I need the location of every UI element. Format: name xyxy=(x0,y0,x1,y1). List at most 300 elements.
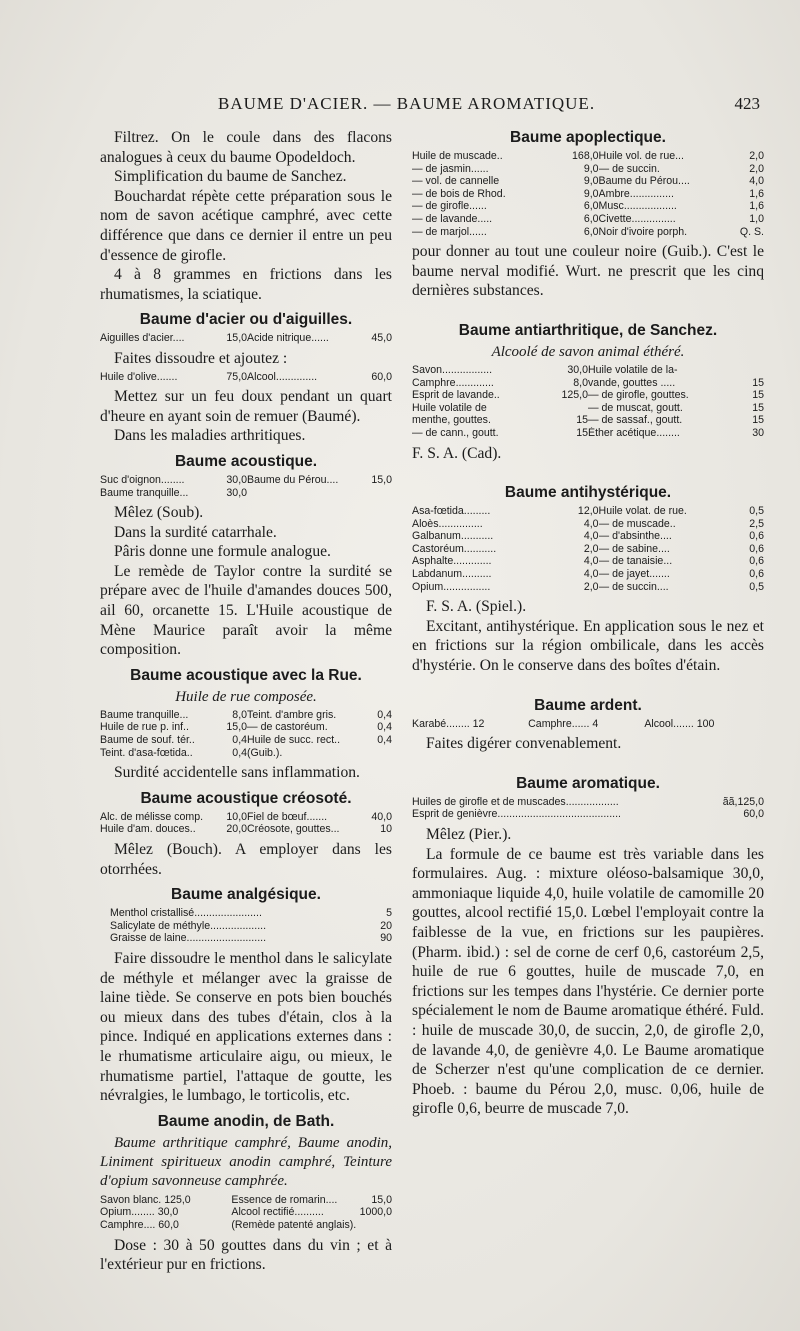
recipe-row xyxy=(100,474,392,487)
recipe-row xyxy=(412,163,764,176)
recipe-row xyxy=(100,332,392,345)
ingredient-name: — de girofle...... xyxy=(412,200,487,213)
ingredient-name: Savon blanc. 125,0 xyxy=(100,1193,191,1206)
ingredient-quantity xyxy=(390,487,392,500)
recipe-cell xyxy=(247,811,392,824)
ingredient-quantity: 6,0 xyxy=(583,200,599,213)
ingredient-quantity: 10 xyxy=(380,823,392,836)
ingredient-name: Esprit de genièvre.......................................... xyxy=(412,808,622,821)
ingredient-name: (Remède patenté anglais). xyxy=(231,1218,357,1231)
section-title: Baume anodin, de Bath. xyxy=(157,1112,335,1130)
paragraph: Mettez sur un feu doux pendant un quart d'heure en ayant soin de remuer (Baumé). xyxy=(100,388,392,425)
ingredient-quantity: 8,0 xyxy=(573,376,588,389)
ingredient-name: Baume tranquille... xyxy=(100,486,189,499)
recipe-cell xyxy=(247,487,392,500)
ingredient-quantity: Q. S. xyxy=(739,225,764,238)
ingredient-name: Huile d'olive....... xyxy=(100,370,178,383)
recipe-cell xyxy=(247,734,392,747)
recipe-row xyxy=(100,487,392,500)
ingredient-name: Baume du Pérou.... xyxy=(598,175,690,188)
page-header xyxy=(100,94,760,118)
ingredient-name: — d'absinthe.... xyxy=(598,530,672,543)
recipe-table xyxy=(100,1194,392,1232)
recipe-row xyxy=(412,175,764,188)
section-title: Baume analgésique. xyxy=(171,886,321,904)
ingredient-name: Huile volat. de rue. xyxy=(598,505,687,518)
ingredient-name: Graisse de laine........................... xyxy=(110,932,267,945)
ingredient-name: — de sabine.... xyxy=(598,542,670,555)
recipe-cell xyxy=(231,1219,392,1232)
ingredient-quantity: 4,0 xyxy=(583,530,599,543)
running-head: BAUME D'ACIER. — BAUME AROMATIQUE. xyxy=(218,94,596,113)
ingredient-quantity: 1,6 xyxy=(749,187,764,200)
ingredient-name: Huile d'am. douces.. xyxy=(100,823,196,836)
recipe-cell xyxy=(100,747,247,760)
ingredient-name: — de sassaf., goutt. xyxy=(588,414,683,427)
recipe-cell xyxy=(412,402,588,415)
recipe-cell xyxy=(412,796,764,809)
ingredient-quantity: 9,0 xyxy=(583,162,599,175)
paragraph: Faire dissoudre le menthol dans le salicylate de méthyle et mélanger avec la graisse de laine tiède. Se conserve en pots bien bouchés ou mieux dans des tubes d'étain, clos à la pince. Indiqué en applications externes dans : le rhumatisme articulaire aigu, ou mieux, le rhumatisme partiel, l'attaque de goutte, les névralgies, le lumbago, le torticolis, etc. xyxy=(100,949,392,1105)
recipe-cell xyxy=(231,1194,392,1207)
recipe-table xyxy=(100,907,392,945)
ingredient-name: Menthol cristallisé....................... xyxy=(110,907,262,920)
ingredient-name: — de tanaisie... xyxy=(598,555,673,568)
recipe-row xyxy=(412,555,764,568)
ingredient-quantity xyxy=(390,1219,392,1232)
recipe-row xyxy=(412,427,764,440)
recipe-cell xyxy=(588,389,764,402)
recipe-cell xyxy=(110,907,392,920)
section-title: Baume d'acier ou d'aiguilles. xyxy=(139,311,353,329)
paragraph: Dans la surdité catarrhale. xyxy=(114,523,277,541)
recipe-row xyxy=(412,226,764,239)
ingredient-quantity: 0,4 xyxy=(377,708,392,721)
recipe-row xyxy=(100,734,392,747)
recipe-cell xyxy=(599,543,764,556)
ingredient-name: Fiel de bœuf....... xyxy=(247,810,328,823)
ingredient-entry: Alcool....... 100 xyxy=(644,717,715,730)
ingredient-quantity: 0,4 xyxy=(377,721,392,734)
recipe-cell xyxy=(412,163,599,176)
ingredient-quantity: 0,6 xyxy=(749,568,764,581)
recipe-cell xyxy=(599,581,764,594)
ingredient-name: — de jayet....... xyxy=(598,568,670,581)
ingredient-name: Huiles de girofle et de muscades.................. xyxy=(412,795,619,808)
ingredient-name: Aiguilles d'acier.... xyxy=(100,332,185,345)
recipe-row xyxy=(100,709,392,722)
ingredient-quantity: 0,4 xyxy=(232,746,248,759)
section-subtitle: Baume arthritique camphré, Baume anodin, Liniment spiritueux anodin camphré, Teinture d'opium savonneuse camphrée. xyxy=(100,1134,392,1189)
ingredient-name: Alc. de mélisse comp. xyxy=(100,810,204,823)
ingredient-name: Huile volatile de la- xyxy=(588,363,678,376)
ingredient-quantity: 15 xyxy=(576,414,588,427)
recipe-cell xyxy=(412,581,599,594)
recipe-cell xyxy=(599,518,764,531)
ingredient-quantity: 15 xyxy=(752,376,764,389)
recipe-row xyxy=(412,200,764,213)
recipe-cell xyxy=(100,721,247,734)
recipe-cell xyxy=(100,474,247,487)
recipe-cell xyxy=(588,402,764,415)
ingredient-name: Asa-fœtida......... xyxy=(412,505,491,518)
recipe-cell xyxy=(110,920,392,933)
ingredient-name: — de bois de Rhod. xyxy=(412,187,506,200)
ingredient-quantity: 20,0 xyxy=(226,823,248,836)
ingredient-name: Teint. d'ambre gris. xyxy=(247,708,337,721)
ingredient-quantity: 0,5 xyxy=(749,580,764,593)
ingredient-quantity: 15 xyxy=(752,389,764,402)
ingredient-name: vande, gouttes ..... xyxy=(588,376,676,389)
paragraph: Mêlez (Bouch). A employer dans les otorrhées. xyxy=(100,841,392,878)
page-number: 423 xyxy=(734,94,760,113)
ingredient-name: — de succin.... xyxy=(598,580,669,593)
ingredient-name: Teint. d'asa-fœtida.. xyxy=(100,746,193,759)
recipe-row xyxy=(412,808,764,821)
ingredient-name: Baume de souf. tér.. xyxy=(100,734,195,747)
left-column xyxy=(100,128,392,1275)
recipe-row xyxy=(100,1206,392,1219)
ingredient-quantity: 0,6 xyxy=(749,542,764,555)
paragraph: Le remède de Taylor contre la surdité se prépare avec de l'huile d'amandes douces 500, ail 60, orcanette 15. L'Huile acoustique de Mène Maurice paraît avoir la même composition. xyxy=(100,562,392,659)
ingredient-quantity: 30,0 xyxy=(567,363,588,376)
ingredient-name: Huile de succ. rect.. xyxy=(247,734,341,747)
recipe-cell xyxy=(412,808,764,821)
ingredient-name: Labdanum.......... xyxy=(412,568,492,581)
section-subtitle: Huile de rue composée. xyxy=(175,688,317,705)
ingredient-quantity: 30,0 xyxy=(226,486,248,499)
paragraph: Mêlez (Pier.). xyxy=(426,826,512,843)
ingredient-name: Noir d'ivoire porph. xyxy=(598,225,688,238)
recipe-cell xyxy=(247,332,392,345)
recipe-cell xyxy=(412,543,599,556)
recipe-cell xyxy=(110,932,392,945)
recipe-row xyxy=(412,213,764,226)
recipe-cell xyxy=(599,555,764,568)
ingredient-quantity: 9,0 xyxy=(583,187,599,200)
ingredient-name: Ambre............... xyxy=(598,187,674,200)
recipe-row xyxy=(412,581,764,594)
recipe-cell xyxy=(412,518,599,531)
recipe-cell xyxy=(412,188,599,201)
recipe-cell xyxy=(412,427,588,440)
ingredient-quantity: 1,0 xyxy=(749,212,764,225)
recipe-row xyxy=(100,811,392,824)
recipe-table xyxy=(412,718,764,731)
ingredient-quantity: 15,0 xyxy=(371,473,392,486)
ingredient-entry: Karabé........ 12 xyxy=(412,717,485,730)
ingredient-quantity: 90 xyxy=(380,932,392,945)
paragraph: 4 à 8 grammes en frictions dans les rhumatismes, la sciatique. xyxy=(100,266,392,303)
recipe-table xyxy=(100,371,392,384)
ingredient-quantity: 75,0 xyxy=(226,370,248,383)
ingredient-name: Éther acétique........ xyxy=(588,426,680,439)
ingredient-quantity: 5 xyxy=(386,907,392,920)
paragraph: F. S. A. (Spiel.). xyxy=(426,598,527,616)
recipe-cell xyxy=(599,568,764,581)
recipe-cell xyxy=(100,734,247,747)
ingredient-quantity: 0,6 xyxy=(749,555,764,568)
recipe-cell xyxy=(100,487,247,500)
recipe-row xyxy=(412,796,764,809)
ingredient-quantity: 60,0 xyxy=(743,808,764,821)
ingredient-quantity: 10,0 xyxy=(226,810,248,823)
ingredient-quantity: 2,0 xyxy=(583,580,599,593)
ingredient-quantity: 40,0 xyxy=(371,810,392,823)
recipe-cell xyxy=(100,1206,231,1219)
recipe-cell xyxy=(247,474,392,487)
ingredient-name: Huile volatile de xyxy=(412,401,487,414)
recipe-cell xyxy=(412,389,588,402)
ingredient-name: Opium................ xyxy=(412,580,491,593)
recipe-cell xyxy=(599,150,764,163)
section-title: Baume acoustique avec la Rue. xyxy=(130,666,362,684)
ingredient-quantity: 1,6 xyxy=(749,200,764,213)
ingredient-quantity: 45,0 xyxy=(371,332,392,345)
recipe-cell xyxy=(412,414,588,427)
ingredient-name: Baume du Pérou.... xyxy=(247,473,339,486)
recipe-row xyxy=(412,414,764,427)
ingredient-name: Huile de muscade.. xyxy=(412,150,503,162)
ingredient-quantity: 9,0 xyxy=(583,175,599,188)
ingredient-name: Opium........ 30,0 xyxy=(100,1206,179,1219)
ingredient-quantity: 15,0 xyxy=(226,721,248,734)
ingredient-name: Galbanum........... xyxy=(412,530,494,543)
paragraph: Pâris donne une formule analogue. xyxy=(114,543,331,561)
paragraph: Surdité accidentelle sans inflammation. xyxy=(114,764,360,782)
section-title: Baume acoustique. xyxy=(174,452,318,470)
paragraph: Simplification du baume de Sanchez. xyxy=(114,168,347,186)
recipe-cell xyxy=(412,377,588,390)
recipe-cell xyxy=(599,188,764,201)
section-title: Baume apoplectique. xyxy=(510,129,666,146)
section-title: Baume antiarthritique, de Sanchez. xyxy=(458,321,718,339)
section-title: Baume aromatique. xyxy=(516,774,660,792)
recipe-cell xyxy=(599,505,764,518)
recipe-row xyxy=(412,402,764,415)
recipe-cell xyxy=(100,823,247,836)
recipe-cell xyxy=(412,530,599,543)
recipe-cell xyxy=(588,377,764,390)
right-column xyxy=(412,128,764,1119)
recipe-table xyxy=(412,796,764,821)
recipe-table xyxy=(100,474,392,499)
ingredient-name: Aloès............... xyxy=(412,517,483,530)
recipe-cell xyxy=(599,175,764,188)
ingredient-quantity: ãã,125,0 xyxy=(722,795,764,808)
recipe-row xyxy=(100,371,392,384)
ingredient-quantity: 125,0 xyxy=(561,389,588,402)
recipe-table xyxy=(100,332,392,345)
ingredient-name: Camphre.... 60,0 xyxy=(100,1218,179,1231)
recipe-row xyxy=(110,907,392,920)
recipe-cell xyxy=(247,721,392,734)
ingredient-quantity: 0,5 xyxy=(749,505,764,518)
ingredient-quantity: 1000,0 xyxy=(359,1206,392,1219)
ingredient-quantity xyxy=(390,747,392,760)
ingredient-quantity: 0,6 xyxy=(749,530,764,543)
ingredient-quantity xyxy=(762,364,764,377)
ingredient-quantity: 15 xyxy=(752,401,764,414)
ingredient-quantity: 12,0 xyxy=(577,505,599,518)
recipe-row xyxy=(412,543,764,556)
recipe-cell xyxy=(412,505,599,518)
recipe-cell xyxy=(412,213,599,226)
recipe-row xyxy=(412,505,764,518)
recipe-row xyxy=(100,747,392,760)
recipe-cell xyxy=(588,427,764,440)
recipe-table xyxy=(100,709,392,759)
recipe-row xyxy=(412,188,764,201)
recipe-cell xyxy=(412,200,599,213)
recipe-cell xyxy=(599,163,764,176)
recipe-cell xyxy=(412,226,599,239)
ingredient-name: Acide nitrique...... xyxy=(247,332,329,345)
recipe-cell xyxy=(588,414,764,427)
ingredient-name: — de succin. xyxy=(598,162,660,175)
ingredient-quantity: 15,0 xyxy=(226,332,248,345)
ingredient-name: — de muscade.. xyxy=(598,517,676,530)
paragraph: Mêlez (Soub). xyxy=(114,504,204,522)
paragraph: Dose : 30 à 50 gouttes dans du vin ; et à l'extérieur pur en frictions. xyxy=(100,1236,392,1274)
ingredient-quantity: 30,0 xyxy=(226,473,248,486)
ingredient-quantity: 4,0 xyxy=(749,175,764,188)
ingredient-quantity: 20 xyxy=(380,919,392,932)
recipe-cell xyxy=(100,1219,231,1232)
ingredient-name: Esprit de lavande.. xyxy=(412,389,500,402)
recipe-cell xyxy=(412,364,588,377)
section-title: Baume ardent. xyxy=(534,696,642,714)
recipe-table xyxy=(412,150,764,238)
ingredient-name: Créosote, gouttes... xyxy=(247,823,340,836)
ingredient-quantity: 30 xyxy=(752,426,764,439)
recipe-cell xyxy=(247,747,392,760)
recipe-table xyxy=(412,364,764,440)
recipe-cell xyxy=(412,150,599,163)
recipe-table xyxy=(412,505,764,593)
recipe-cell xyxy=(599,200,764,213)
ingredient-name: — de cann., goutt. xyxy=(412,426,499,439)
recipe-cell xyxy=(231,1206,392,1219)
recipe-cell xyxy=(599,530,764,543)
ingredient-name: — vol. de cannelle xyxy=(412,175,500,188)
paragraph: Faites digérer convenablement. xyxy=(426,735,622,753)
paragraph: Dans les maladies arthritiques. xyxy=(114,427,306,445)
recipe-cell xyxy=(588,364,764,377)
paragraph: Excitant, antihystérique. En application sous le nez et en frictions sur la région ombilicale, dans les accès d'hystérie. On le conserve dans des boîtes d'étain. xyxy=(412,617,764,675)
recipe-row xyxy=(412,377,764,390)
section-title: Baume acoustique créosoté. xyxy=(140,789,352,807)
ingredient-name: Musc.................. xyxy=(598,200,677,213)
ingredient-quantity: 0,4 xyxy=(232,734,248,747)
recipe-cell xyxy=(100,371,247,384)
recipe-cell xyxy=(100,709,247,722)
recipe-table xyxy=(100,811,392,836)
ingredient-name: Huile de rue p. inf.. xyxy=(100,721,189,734)
section-title: Baume antihystérique. xyxy=(504,484,672,502)
ingredient-name: Salicylate de méthyle................... xyxy=(110,919,267,932)
recipe-row xyxy=(412,718,764,731)
ingredient-name: Huile vol. de rue... xyxy=(598,150,684,162)
ingredient-quantity: 2,5 xyxy=(749,517,764,530)
ingredient-name: Alcool rectifié.......... xyxy=(231,1206,324,1219)
ingredient-name: Civette............... xyxy=(598,212,676,225)
section-subtitle: Alcoolé de savon animal éthéré. xyxy=(491,343,685,360)
ingredient-quantity: 6,0 xyxy=(583,225,599,238)
ingredient-quantity: 168,0 xyxy=(572,150,599,162)
ingredient-quantity: 2,0 xyxy=(749,162,764,175)
recipe-row xyxy=(100,721,392,734)
ingredient-quantity: 4,0 xyxy=(583,517,599,530)
recipe-cell xyxy=(412,175,599,188)
ingredient-quantity: 2,0 xyxy=(583,542,599,555)
paragraph: Faites dissoudre et ajoutez : xyxy=(114,349,288,367)
ingredient-name: — de castoréum. xyxy=(247,721,328,734)
paragraph: Filtrez. On le coule dans des flacons analogues à ceux du baume Opodeldoch. xyxy=(100,129,392,166)
recipe-cell xyxy=(100,1194,231,1207)
paragraph: pour donner au tout une couleur noire (Guib.). C'est le baume nerval modifié. Wurt. ne prescrit que les cinq dernières substances. xyxy=(412,243,764,300)
recipe-row xyxy=(100,823,392,836)
recipe-cell xyxy=(247,823,392,836)
ingredient-quantity: 15 xyxy=(752,414,764,427)
recipe-cell xyxy=(412,568,599,581)
ingredient-quantity: 15 xyxy=(576,426,588,439)
ingredient-quantity: 6,0 xyxy=(583,212,599,225)
recipe-row xyxy=(412,530,764,543)
recipe-cell xyxy=(412,555,599,568)
recipe-row xyxy=(412,518,764,531)
ingredient-quantity: 2,0 xyxy=(749,150,764,162)
recipe-row xyxy=(100,1194,392,1207)
ingredient-name: — de girofle, gouttes. xyxy=(588,389,689,402)
ingredient-name: Baume tranquille... xyxy=(100,708,189,721)
ingredient-quantity: 0,4 xyxy=(377,734,392,747)
ingredient-name: Alcool.............. xyxy=(247,370,318,383)
ingredient-name: menthe, gouttes. xyxy=(412,414,491,427)
recipe-row xyxy=(100,1219,392,1232)
recipe-cell xyxy=(100,811,247,824)
paragraph: La formule de ce baume est très variable dans les formulaires. Aug. : mixture oléoso-balsamique 30,0, ammoniaque liquide 4,0, huile volatile de camomille 20 gouttes, alcool rectifié 15,0. Lœbel l'employait contre la faiblesse de la vue, en frictions sur les paupières. (Pharm. ibid.) : sel de corne de cerf 0,6, castoréum 2,5, huile de rue 6 gouttes, huile de muscade 7,0, en frictions sur les tempes dans l'hystérie. Ce dernier porte spécialement le nom de Baume aromatique éthéré. Fuld. : huile de muscade 30,0, de succin, 2,0, de girofle 2,0, de lavande 4,0, de genièvre 4,0. Le Baume aromatique de Scherzer n'est qu'une complication de ce dernier. Phoeb. : baume du Pérou 2,0, musc. 0,06, huile de girofle 0,6, beurre de muscade 7,0. xyxy=(412,845,764,1118)
ingredient-quantity: 4,0 xyxy=(583,555,599,568)
recipe-cell xyxy=(599,226,764,239)
paragraph: F. S. A. (Cad). xyxy=(412,444,502,462)
ingredient-name: — de marjol...... xyxy=(412,225,487,238)
recipe-cell xyxy=(100,332,247,345)
ingredient-name: Savon................. xyxy=(412,363,493,376)
ingredient-name: (Guib.). xyxy=(247,746,283,759)
ingredient-entry: Camphre...... 4 xyxy=(528,717,599,730)
ingredient-name: Asphalte............. xyxy=(412,555,492,568)
recipe-row xyxy=(412,150,764,163)
recipe-cell xyxy=(247,371,392,384)
ingredient-name: Essence de romarin.... xyxy=(231,1193,338,1206)
ingredient-name: — de lavande..... xyxy=(412,212,493,225)
ingredient-name: Suc d'oignon........ xyxy=(100,473,185,486)
recipe-row xyxy=(412,364,764,377)
recipe-cell xyxy=(599,213,764,226)
ingredient-name: Camphre............. xyxy=(412,376,494,389)
recipe-row xyxy=(412,568,764,581)
ingredient-quantity: 8,0 xyxy=(232,708,248,721)
recipe-row xyxy=(412,389,764,402)
recipe-row xyxy=(110,932,392,945)
ingredient-quantity: 15,0 xyxy=(371,1193,392,1206)
recipe-cell xyxy=(247,709,392,722)
ingredient-name: Castoréum........... xyxy=(412,542,497,555)
paragraph: Bouchardat répète cette préparation sous le nom de savon acétique camphré, avec cette différence que dans ce dernier il entre un peu d'essence de girofle. xyxy=(100,187,392,264)
ingredient-name: — de muscat, goutt. xyxy=(588,401,683,414)
ingredient-quantity: 4,0 xyxy=(583,568,599,581)
